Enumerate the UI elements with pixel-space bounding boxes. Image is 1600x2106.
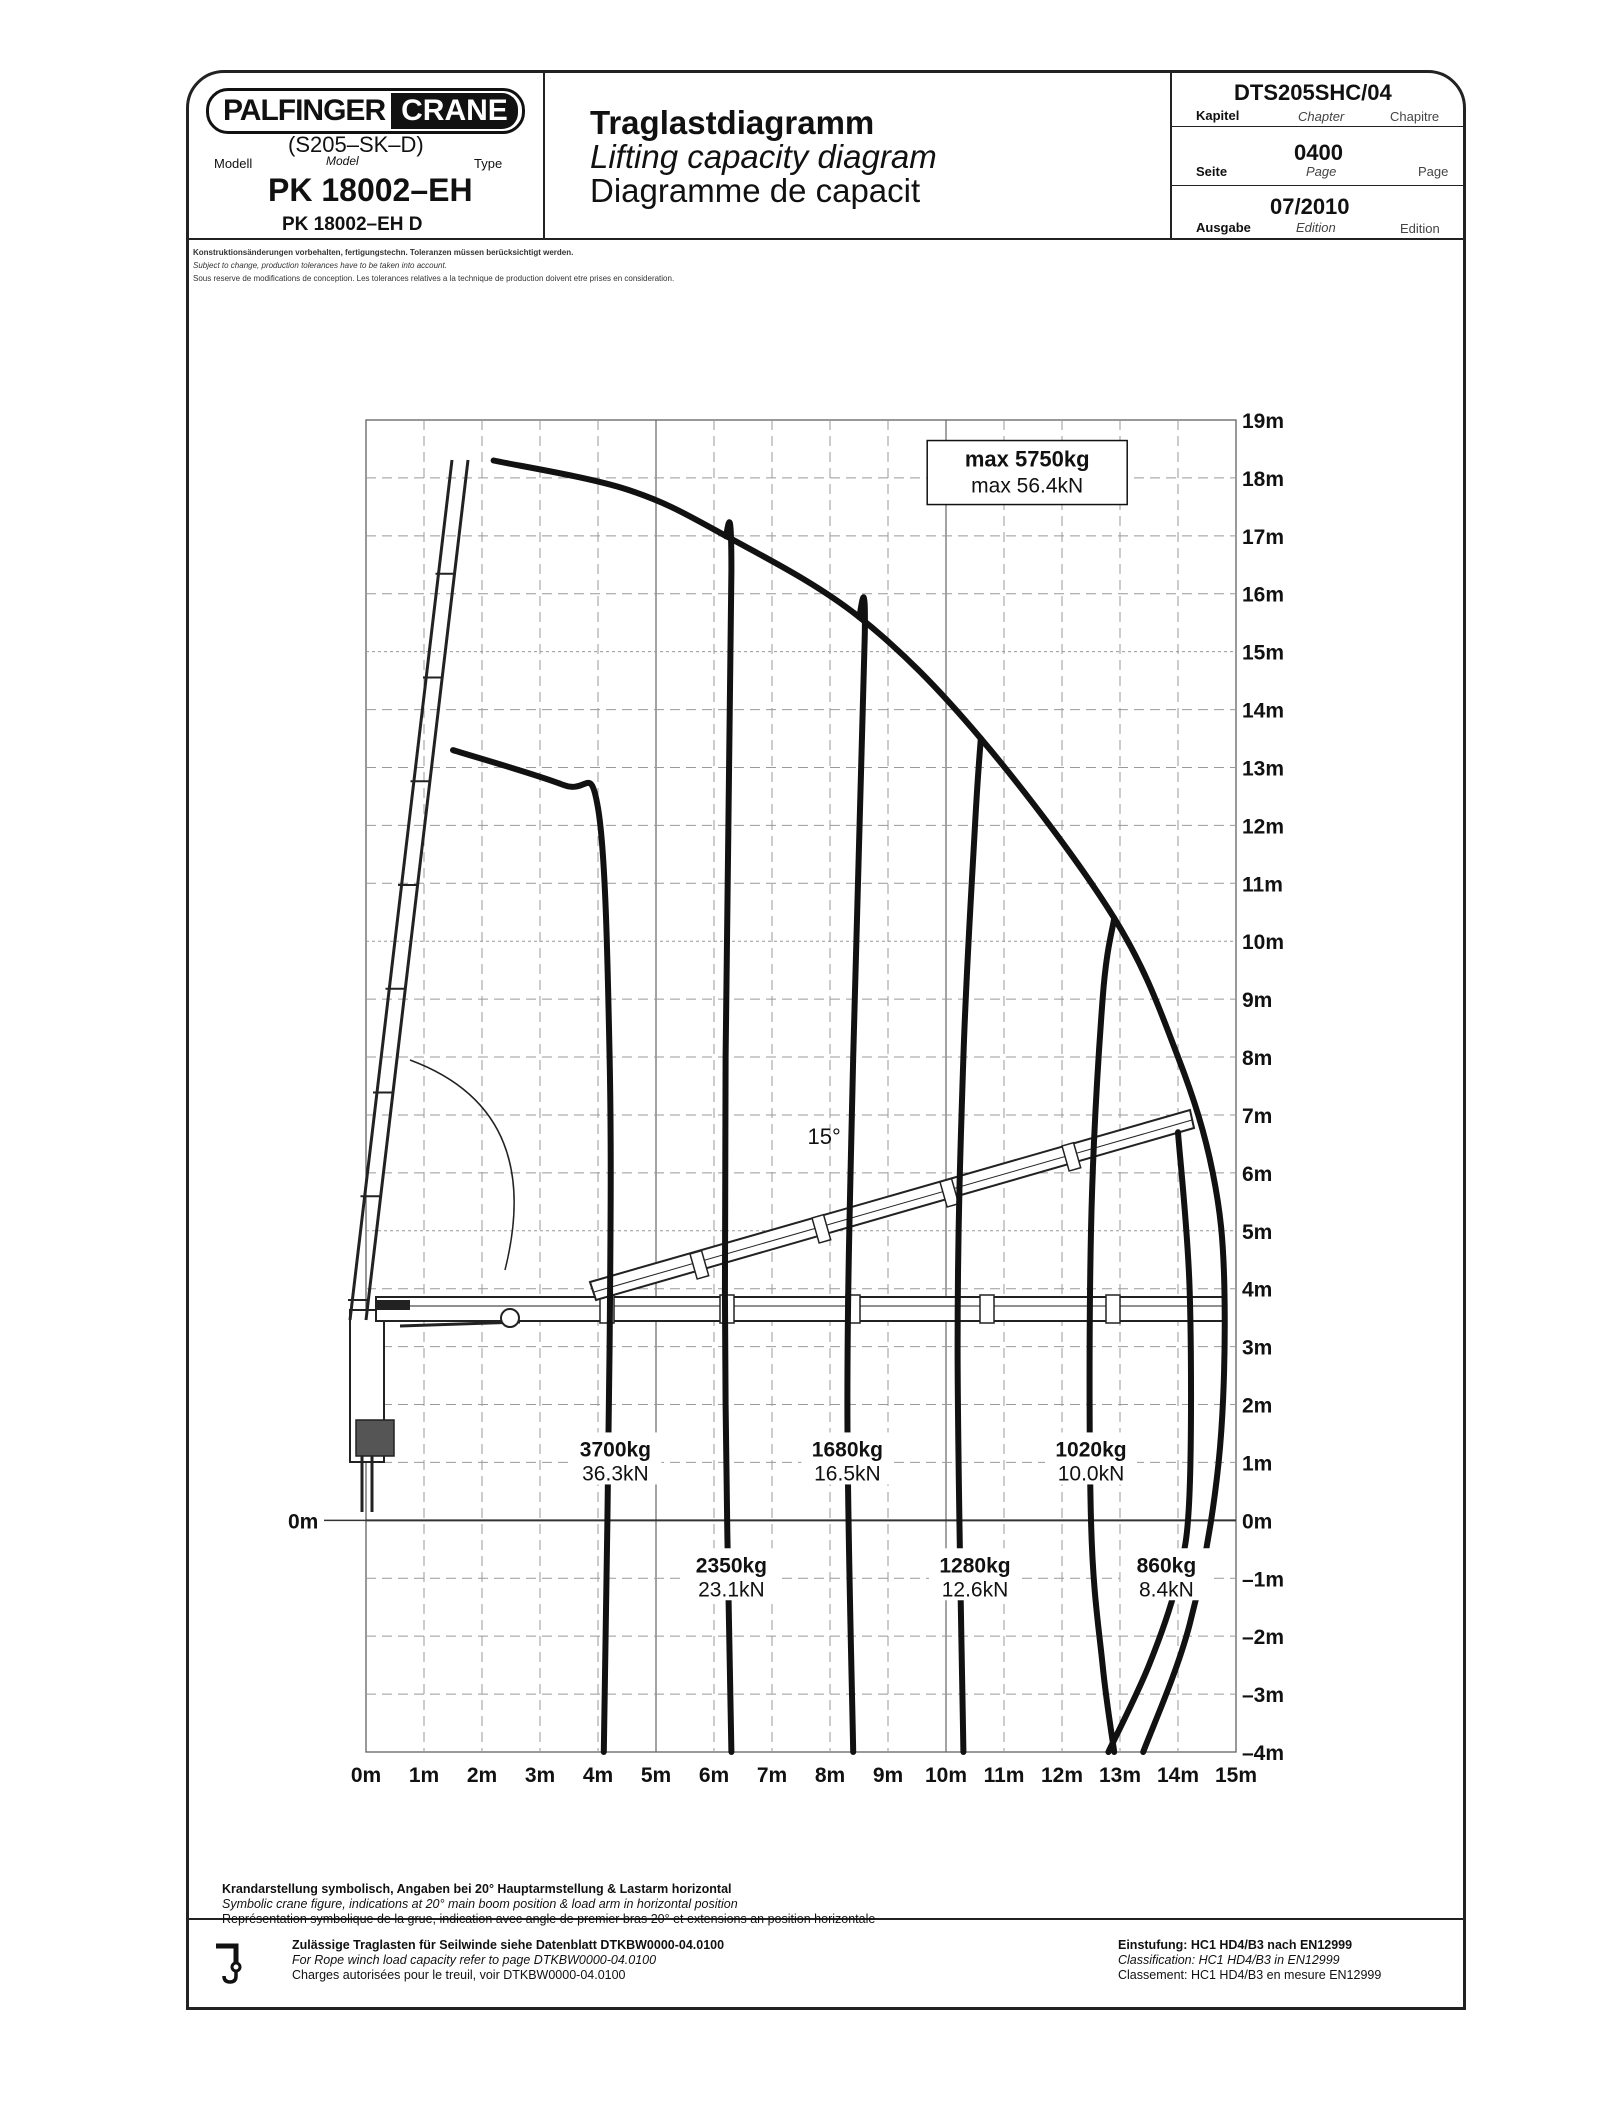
inclined-boom	[590, 1110, 1194, 1300]
chapter-label: Chapter	[1298, 109, 1345, 124]
y-tick-label: –2m	[1242, 1626, 1285, 1650]
capacity-curve-5	[1090, 918, 1115, 1752]
y-tick-label: 12m	[1242, 815, 1285, 839]
type-label: Type	[474, 156, 503, 171]
model-label: Model	[326, 154, 359, 168]
brand-left: PALFINGER	[223, 94, 386, 127]
modell-label: Modell	[214, 156, 253, 171]
y-tick-label: 13m	[1242, 757, 1285, 781]
boom-plate	[376, 1300, 410, 1310]
y-tick-label: 0m	[1242, 1510, 1273, 1534]
x-tick-label: 7m	[756, 1764, 788, 1787]
capacity-curve-3	[847, 597, 865, 1752]
capacity-label-kn: 16.5kN	[814, 1462, 881, 1486]
class-note-fr: Classement: HC1 HD4/B3 en mesure EN12999	[1118, 1968, 1382, 1982]
footer-note-fr: Représentation symbolique de la grue, indication avec angle de premier bras 20° et extensions an position horizontale	[222, 1912, 876, 1926]
capacity-label-kg: 1280kg	[939, 1554, 1011, 1578]
y-tick-label: 16m	[1242, 583, 1285, 607]
y-tick-label: 15m	[1242, 641, 1285, 665]
capacity-curves	[453, 461, 1225, 1753]
y-tick-label: 18m	[1242, 467, 1285, 491]
x-tick-label: 9m	[872, 1764, 904, 1787]
seite-label: Seite	[1196, 164, 1228, 179]
slewing-arc	[410, 1060, 514, 1270]
y-tick-label: 10m	[1242, 931, 1285, 955]
left-zero-label: 0m	[288, 1510, 319, 1534]
kapitel-label: Kapitel	[1196, 108, 1240, 123]
model-sub: PK 18002–EH D	[282, 214, 423, 235]
winch-note-en: For Rope winch load capacity refer to page DTKBW0000-04.0100	[292, 1953, 657, 1967]
y-tick-label: 1m	[1242, 1452, 1273, 1476]
model-code: (S205–SK–D)	[288, 132, 424, 157]
x-tick-label: 2m	[466, 1764, 498, 1787]
crane-boom-figure	[348, 460, 1226, 1512]
angle-label: 15°	[807, 1123, 841, 1149]
cylinder-pivot	[501, 1309, 519, 1327]
edition-label-en: Edition	[1296, 220, 1336, 235]
y-tick-label: 2m	[1242, 1394, 1273, 1418]
x-tick-label: 13m	[1098, 1764, 1142, 1787]
y-tick-label: 6m	[1242, 1162, 1273, 1186]
grid-border	[366, 420, 1236, 1752]
capacity-label-kg: 860kg	[1136, 1554, 1197, 1578]
footer-note-de: Krandarstellung symbolisch, Angaben bei 20° Hauptarmstellung & Lastarm horizontal	[222, 1882, 732, 1896]
y-tick-label: 5m	[1242, 1220, 1273, 1244]
capacity-curve-1	[453, 750, 611, 1752]
y-tick-label: 11m	[1242, 873, 1283, 897]
capacity-label-kn: 36.3kN	[582, 1462, 649, 1486]
capacity-label-kg: 1680kg	[811, 1438, 884, 1462]
capacity-label-kn: 10.0kN	[1057, 1462, 1125, 1486]
page-label-fr: Page	[1418, 164, 1449, 179]
horizontal-boom-joint	[1106, 1295, 1120, 1323]
header-note-de: Konstruktionsänderungen vorbehalten, fertigungstechn. Toleranzen müssen berücksichtigt werden.	[193, 248, 574, 257]
capacity-label-kn: 8.4kN	[1138, 1578, 1194, 1602]
x-tick-label: 10m	[924, 1764, 968, 1787]
title-fr: Diagramme de capacit	[590, 172, 921, 209]
header-note-fr: Sous reserve de modifications de conception. Les tolerances relatives a la technique de production doivent etre prises en consideration.	[193, 274, 675, 283]
capacity-labels	[569, 441, 1212, 1602]
y-tick-label: 14m	[1242, 699, 1285, 723]
envelope-curve	[494, 461, 1225, 1753]
title-en: Lifting capacity diagram	[590, 138, 937, 175]
x-tick-label: 5m	[640, 1764, 672, 1787]
x-tick-label: 0m	[350, 1764, 382, 1787]
page-value: 0400	[1294, 140, 1343, 165]
model-main: PK 18002–EH	[268, 172, 473, 208]
y-tick-label: 7m	[1242, 1104, 1273, 1128]
x-tick-label: 6m	[698, 1764, 730, 1787]
winch-note-de: Zulässige Traglasten für Seilwinde siehe Datenblatt DTKBW0000-04.0100	[292, 1938, 725, 1952]
crane-base	[356, 1420, 394, 1456]
vertical-boom-edge	[350, 460, 452, 1320]
x-tick-label: 1m	[408, 1764, 440, 1787]
y-tick-label: 3m	[1242, 1336, 1273, 1360]
x-tick-label: 4m	[582, 1764, 614, 1787]
max-capacity-kn: max 56.4kN	[971, 474, 1084, 498]
x-tick-label: 8m	[814, 1764, 846, 1787]
capacity-label-kg: 3700kg	[579, 1438, 652, 1462]
y-tick-label: 4m	[1242, 1278, 1273, 1302]
capacity-label-kg: 1020kg	[1055, 1438, 1127, 1462]
capacity-label-kn: 12.6kN	[941, 1578, 1009, 1602]
x-tick-label: 11m	[983, 1764, 1025, 1787]
class-note-en: Classification: HC1 HD4/B3 in EN12999	[1118, 1953, 1340, 1967]
y-tick-label: –1m	[1242, 1568, 1285, 1592]
header-note-en: Subject to change, production tolerances have to be taken into account.	[193, 261, 447, 270]
y-tick-label: –4m	[1242, 1742, 1285, 1765]
y-tick-label: 19m	[1242, 410, 1285, 433]
page-label-en: Page	[1306, 164, 1337, 179]
x-tick-label: 3m	[524, 1764, 556, 1787]
capacity-label-kg: 2350kg	[695, 1554, 768, 1578]
winch-hook-icon	[214, 1940, 248, 1984]
chapitre-label: Chapitre	[1390, 109, 1440, 124]
footer-note-en: Symbolic crane figure, indications at 20° main boom position & load arm in horizontal position	[222, 1897, 738, 1911]
ausgabe-label: Ausgabe	[1196, 220, 1251, 235]
y-tick-label: –3m	[1242, 1684, 1285, 1708]
capacity-label-kn: 23.1kN	[698, 1578, 765, 1602]
brand-right: CRANE	[391, 93, 518, 129]
title-de: Traglastdiagramm	[590, 104, 875, 141]
x-tick-label: 12m	[1040, 1764, 1084, 1787]
winch-note-fr: Charges autorisées pour le treuil, voir DTKBW0000-04.0100	[292, 1968, 626, 1982]
y-tick-label: 9m	[1242, 989, 1273, 1013]
class-note-de: Einstufung: HC1 HD4/B3 nach EN12999	[1118, 1938, 1353, 1952]
inclined-boom-inner	[594, 1120, 1192, 1292]
doc-code: DTS205SHC/04	[1234, 80, 1392, 105]
horizontal-boom-joint	[980, 1295, 994, 1323]
x-tick-label: 14m	[1156, 1764, 1200, 1787]
edition-value: 07/2010	[1270, 194, 1350, 219]
max-capacity-kg: max 5750kg	[964, 446, 1090, 472]
y-tick-label: 17m	[1242, 525, 1285, 549]
vertical-boom-edge	[366, 460, 468, 1320]
edition-label-fr: Edition	[1400, 221, 1440, 236]
y-tick-label: 8m	[1242, 1047, 1273, 1071]
x-tick-label: 15m	[1214, 1764, 1258, 1787]
